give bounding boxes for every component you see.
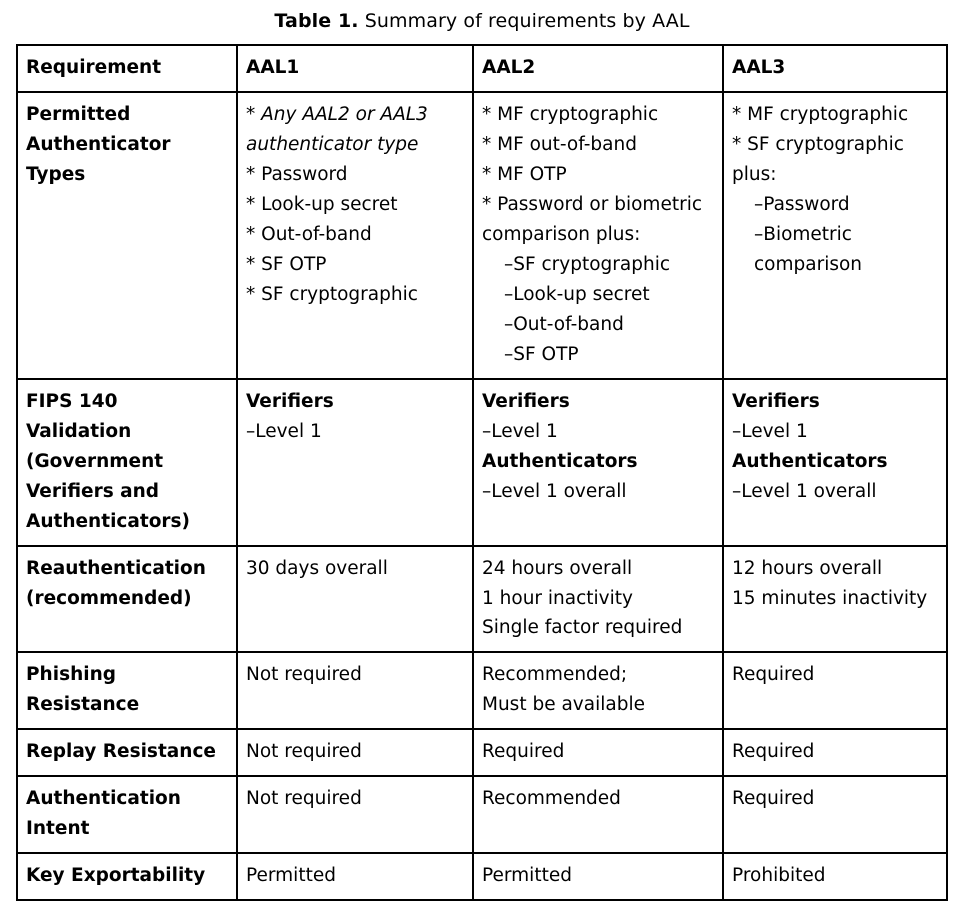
cell-line: Not required — [246, 664, 362, 686]
cell-aal2 — [473, 853, 723, 900]
column-header-aal1: AAL1 — [237, 45, 473, 92]
cell-aal3 — [723, 379, 947, 546]
cell-line: * SF OTP — [246, 253, 327, 275]
cell-aal2 — [473, 652, 723, 729]
cell-line: 12 hours overall — [732, 557, 883, 579]
cell-line: Verifiers — [482, 390, 570, 412]
cell-line: * Look-up secret — [246, 193, 398, 215]
cell-aal3 — [723, 546, 947, 653]
cell-aal3 — [723, 853, 947, 900]
cell-line: –SF cryptographic — [504, 253, 671, 275]
row-header-requirement: Reauthentication (recommended) — [17, 546, 237, 653]
row-header-requirement: Key Exportability — [17, 853, 237, 900]
table-header-row — [17, 45, 947, 92]
cell-line: 24 hours overall — [482, 557, 633, 579]
cell-line: * Password — [246, 163, 348, 185]
cell-line: –Password — [754, 193, 850, 215]
row-header-requirement: Permitted Authenticator Types — [17, 92, 237, 379]
cell-line: Recommended — [482, 788, 621, 810]
cell-line: Must be available — [482, 694, 645, 716]
cell-line: 15 minutes inactivity — [732, 587, 928, 609]
cell-line: –Look-up secret — [504, 283, 650, 305]
cell-line: Required — [732, 664, 815, 686]
cell-line: * Out-of-band — [246, 223, 372, 245]
table-row — [17, 776, 947, 853]
table-head — [17, 45, 947, 92]
cell-aal2 — [473, 729, 723, 776]
cell-line: Not required — [246, 741, 362, 763]
cell-aal2 — [473, 546, 723, 653]
cell-line: –Level 1 overall — [732, 480, 877, 502]
caption-text: Summary of requirements by AAL — [358, 10, 690, 32]
cell-line: –Level 1 — [482, 420, 558, 442]
cell-line: –Level 1 — [246, 420, 322, 442]
cell-line: * MF OTP — [482, 163, 567, 185]
cell-line: Required — [732, 788, 815, 810]
cell-line: –Biometric comparison — [754, 223, 863, 275]
row-header-requirement: Phishing Resistance — [17, 652, 237, 729]
table-body — [17, 92, 947, 900]
cell-line: Required — [732, 741, 815, 763]
cell-line: * MF cryptographic — [732, 103, 909, 125]
column-header-aal2: AAL2 — [473, 45, 723, 92]
cell-aal2 — [473, 92, 723, 379]
cell-line: Single factor required — [482, 617, 683, 639]
table-row — [17, 652, 947, 729]
cell-line: * SF cryptographic — [246, 283, 418, 305]
cell-aal1 — [237, 853, 473, 900]
cell-line: –SF OTP — [504, 343, 579, 365]
cell-line: –Level 1 overall — [482, 480, 627, 502]
table-caption — [0, 0, 964, 44]
cell-aal3 — [723, 776, 947, 853]
cell-line: Required — [482, 741, 565, 763]
column-header-aal3: AAL3 — [723, 45, 947, 92]
cell-line: Prohibited — [732, 865, 826, 887]
requirements-table — [16, 44, 948, 901]
cell-aal3 — [723, 92, 947, 379]
cell-aal1 — [237, 92, 473, 379]
cell-aal1 — [237, 379, 473, 546]
row-header-requirement: Authentication Intent — [17, 776, 237, 853]
table-row — [17, 379, 947, 546]
cell-aal1 — [237, 652, 473, 729]
cell-line: * Password or biometric comparison plus: — [482, 193, 708, 245]
cell-aal2 — [473, 776, 723, 853]
cell-line: 1 hour inactivity — [482, 587, 633, 609]
cell-line: 30 days overall — [246, 557, 388, 579]
cell-line: * Any AAL2 or AAL3 authenticator type — [246, 103, 434, 155]
column-header-requirement: Requirement — [17, 45, 237, 92]
row-header-requirement: FIPS 140 Validation (Government Verifiers and Authenticators) — [17, 379, 237, 546]
table-row — [17, 729, 947, 776]
cell-line: –Level 1 — [732, 420, 808, 442]
cell-aal1 — [237, 729, 473, 776]
cell-line: Not required — [246, 788, 362, 810]
cell-line: * SF cryptographic plus: — [732, 133, 910, 185]
cell-line: Verifiers — [732, 390, 820, 412]
cell-line: * MF cryptographic — [482, 103, 659, 125]
table-row — [17, 92, 947, 379]
cell-line: –Out-of-band — [504, 313, 624, 335]
cell-line: Permitted — [246, 865, 336, 887]
cell-aal3 — [723, 729, 947, 776]
table-row — [17, 853, 947, 900]
cell-aal2 — [473, 379, 723, 546]
row-header-requirement: Replay Resistance — [17, 729, 237, 776]
cell-line: Authenticators — [732, 450, 888, 472]
cell-line: Recommended; — [482, 664, 628, 686]
cell-line: Verifiers — [246, 390, 334, 412]
cell-line: Permitted — [482, 865, 572, 887]
cell-aal1 — [237, 546, 473, 653]
cell-aal3 — [723, 652, 947, 729]
cell-line: Authenticators — [482, 450, 638, 472]
cell-line: * MF out-of-band — [482, 133, 637, 155]
caption-label: Table 1. — [274, 10, 359, 32]
table-row — [17, 546, 947, 653]
cell-aal1 — [237, 776, 473, 853]
